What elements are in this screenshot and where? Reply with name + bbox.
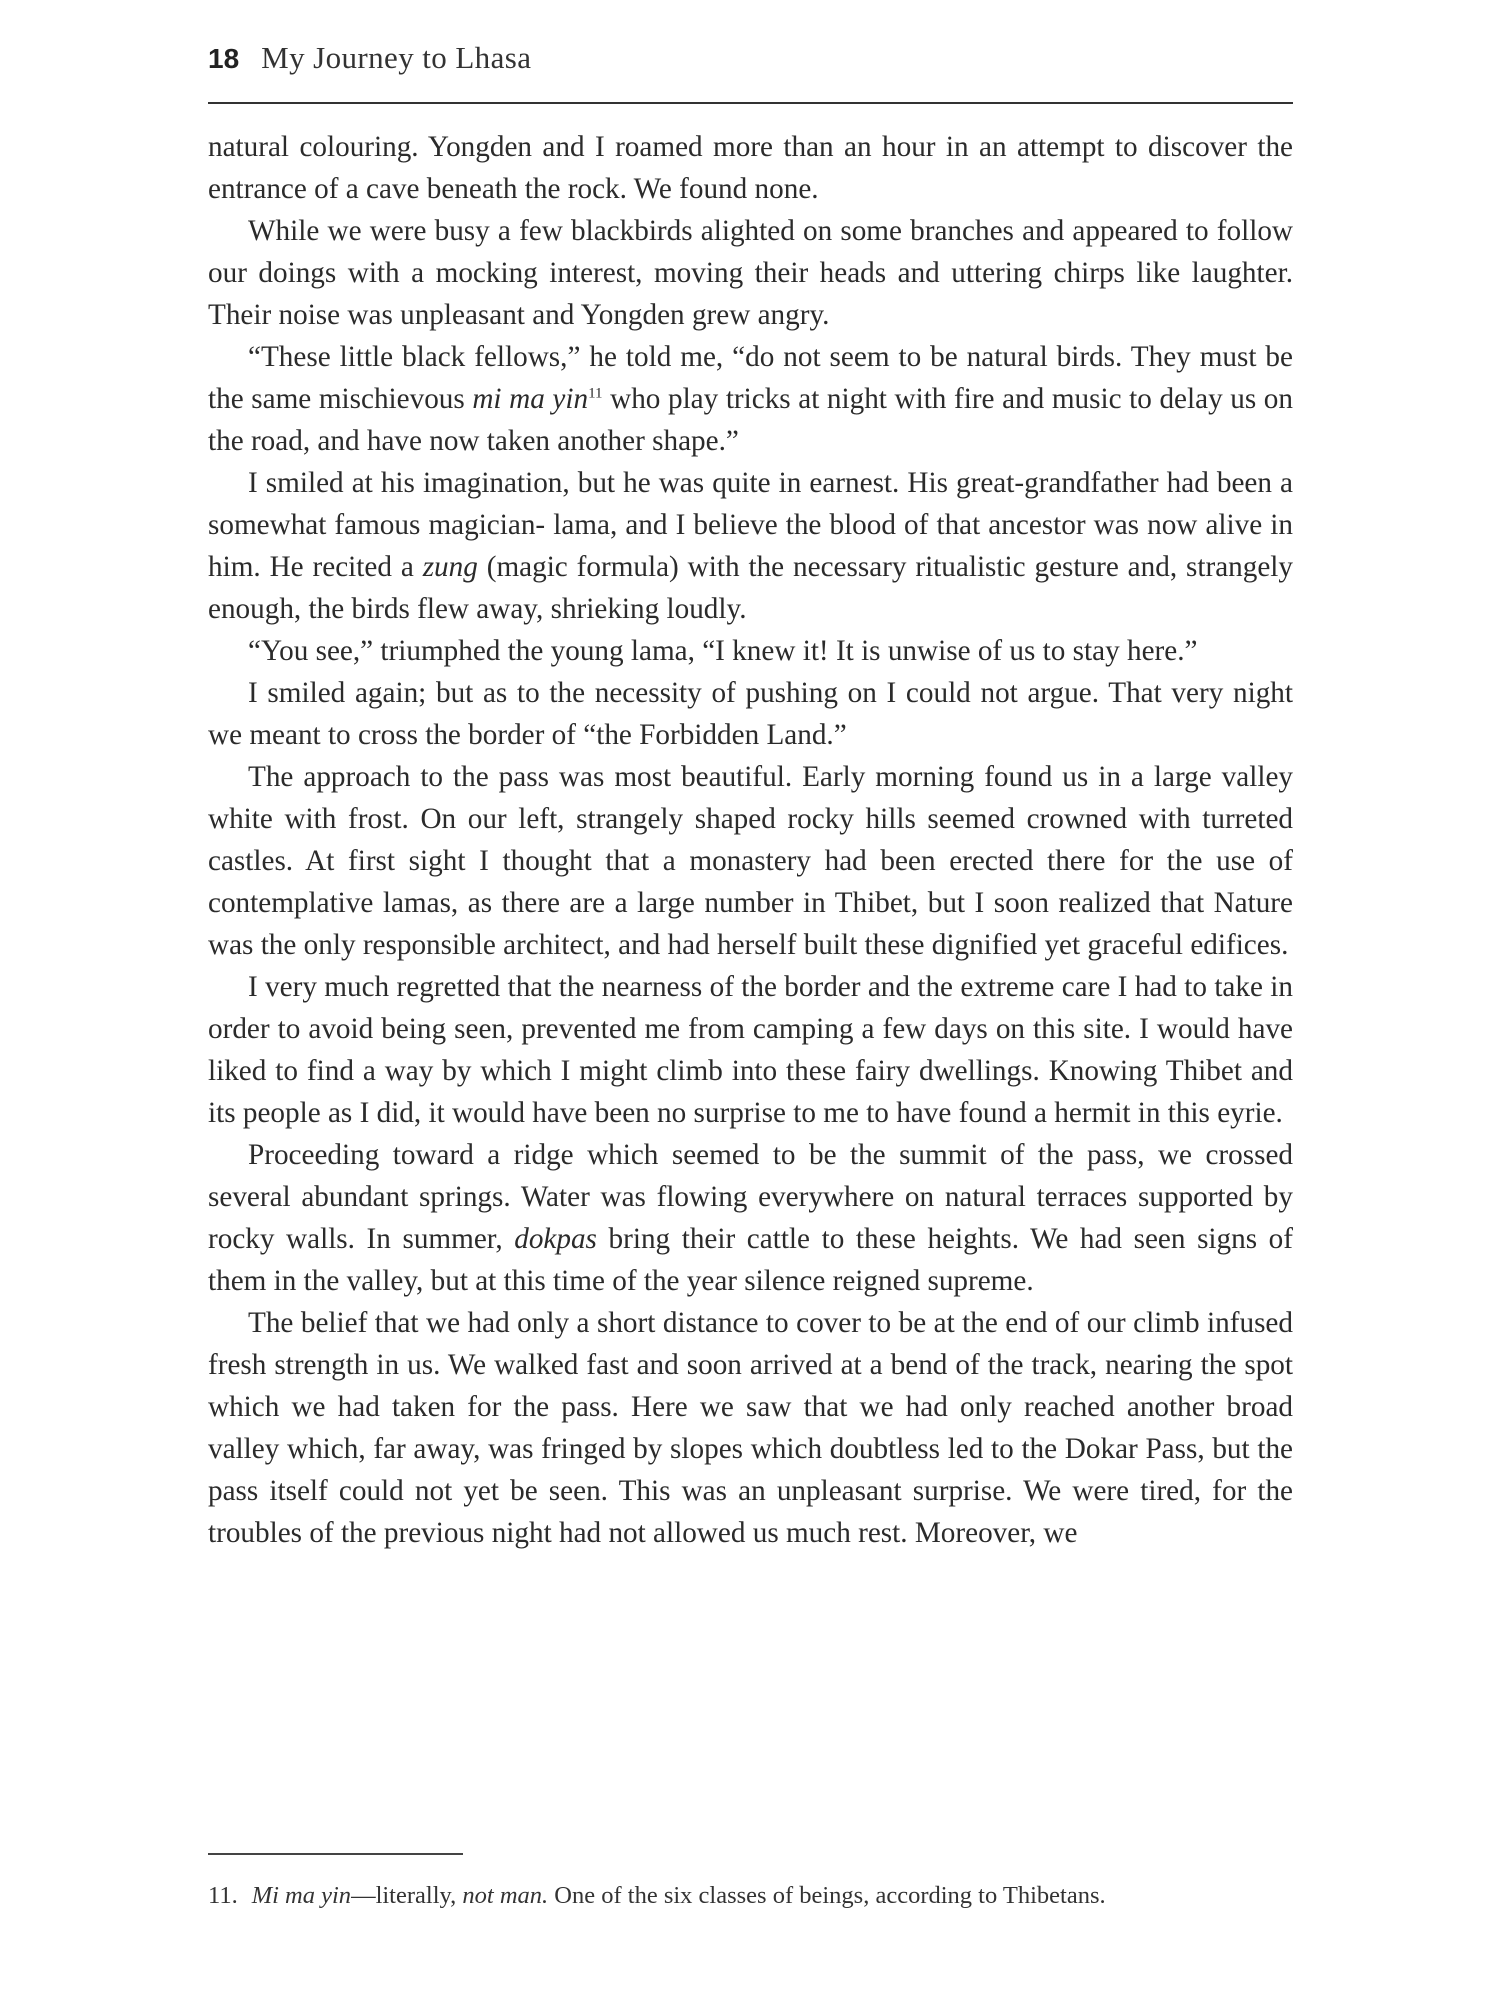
paragraph: I smiled at his imagination, but he was quite in earnest. His great-grandfather had been a somewhat famous magician- lama, and I believe the blood of that ancestor was now alive in him. He recited a zung (magic formula) with the necessary ritualistic gesture and, strangely enough, the birds flew away, shrieking loudly.: [208, 467, 1293, 625]
footnote-literal: not man.: [462, 1882, 549, 1909]
paragraph: I very much regretted that the nearness of the border and the extreme care I had to take in order to avoid being seen, prevented me from camping a few days on this site. I would have liked to find a way by which I might climb into these fairy dwellings. Knowing Thibet and its people as I did, it would have been no surprise to me to have found a hermit in this eyrie.: [208, 971, 1293, 1129]
body-text: [208, 126, 1293, 1554]
paragraph: The approach to the pass was most beautiful. Early morning found us in a large valley white with frost. On our left, strangely shaped rocky hills seemed crowned with turreted castles. At first sight I thought that a monastery had been erected there for the use of contemplative lamas, as there are a large number in Thibet, but I soon realized that Nature was the only responsible architect, and had herself built these dignified yet graceful edifices.: [208, 761, 1293, 961]
footnote-divider: [208, 1853, 463, 1855]
italic-term: dokpas: [514, 1223, 597, 1255]
running-header: [208, 40, 1293, 104]
footnote-ref[interactable]: 11: [588, 385, 603, 402]
footnote: 11. Mi ma yin—literally, not man. One of the six classes of beings, according to Thibetans.: [208, 1882, 1106, 1909]
paragraph: Proceeding toward a ridge which seemed to be the summit of the pass, we crossed several abundant springs. Water was flowing everywhere on natural terraces supported by rocky walls. In summer, dokpas bring their cattle to these heights. We had seen signs of them in the valley, but at this time of the year silence reigned supreme.: [208, 1139, 1293, 1297]
paragraph: natural colouring. Yongden and I roamed more than an hour in an attempt to discover the entrance of a cave beneath the rock. We found none.: [208, 131, 1293, 205]
footnote-number: 11.: [208, 1882, 238, 1909]
paragraph: “These little black fellows,” he told me, “do not seem to be natural birds. They must be the same mischievous mi ma yin$^{11}$ who play tricks at night with fire and music to delay us on the road, and have now taken another shape.”: [208, 341, 1293, 457]
book-page: [208, 40, 1293, 1909]
book-title: My Journey to Lhasa: [261, 40, 532, 75]
footnote-term: Mi ma yin: [251, 1882, 352, 1909]
paragraph: I smiled again; but as to the necessity of pushing on I could not argue. That very night we meant to cross the border of “the Forbidden Land.”: [208, 677, 1293, 751]
page-number: 18: [208, 43, 240, 74]
italic-term: mi ma yin: [472, 383, 589, 415]
paragraph: “You see,” triumphed the young lama, “I knew it! It is unwise of us to stay here.”: [248, 635, 1198, 667]
paragraph: The belief that we had only a short distance to cover to be at the end of our climb infused fresh strength in us. We walked fast and soon arrived at a bend of the track, nearing the spot which we had taken for the pass. Here we saw that we had only reached another broad valley which, far away, was fringed by slopes which doubtless led to the Dokar Pass, but the pass itself could not yet be seen. This was an unpleasant surprise. We were tired, for the troubles of the previous night had not allowed us much rest. Moreover, we: [208, 1307, 1293, 1549]
paragraph: While we were busy a few blackbirds alighted on some branches and appeared to follow our doings with a mocking interest, moving their heads and uttering chirps like laughter. Their noise was unpleasant and Yongden grew angry.: [208, 215, 1293, 331]
italic-term: zung: [422, 551, 478, 583]
